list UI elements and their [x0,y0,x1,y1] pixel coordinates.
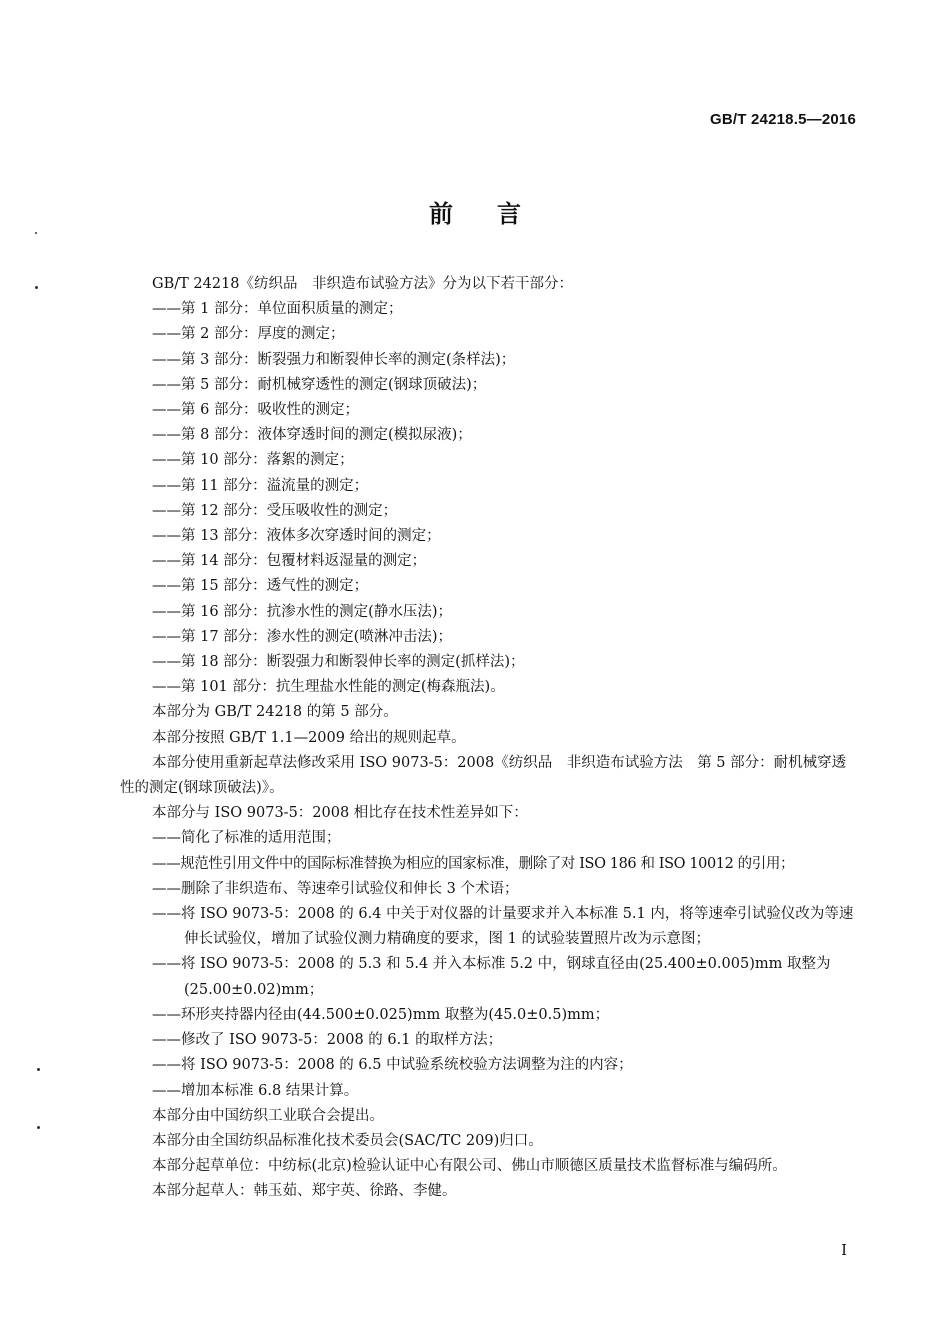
scan-speck [37,1126,40,1129]
list-item: ——修改了 ISO 9073-5：2008 的 6.1 的取样方法； [152,1032,503,1049]
list-item: ——第 1 部分：单位面积质量的测定； [152,301,403,318]
list-item: ——将 ISO 9073-5：2008 的 6.4 中关于对仪器的计量要求并入本标准 5.1 内，将等速牵引试验仪改为等速伸长试验仪，增加了试验仪测力精确度的要求，图 1 的试验装置照片改为示意图； [152,906,854,948]
page-number: I [841,1241,847,1259]
list-item: ——第 101 部分：抗生理盐水性能的测定(梅森瓶法)。 [152,679,505,696]
proposed-by-paragraph: 本部分由中国纺织工业联合会提出。 [152,1107,384,1124]
list-item: ——第 14 部分：包覆材料返湿量的测定； [152,553,427,570]
parts-list [120,297,860,700]
drafters-paragraph: 本部分起草人：韩玉茹、郑宇英、徐路、李健。 [152,1183,457,1200]
list-item: ——第 12 部分：受压吸收性的测定； [152,502,398,519]
list-item: ——规范性引用文件中的国际标准替换为相应的国家标准，删除了对 ISO 186 和 ISO 10012 的引用； [152,855,795,872]
part5-paragraph: 本部分为 GB/T 24218 的第 5 部分。 [152,704,398,721]
standard-code: GB/T 24218.5—2016 [710,111,856,128]
foreword-body [120,272,860,1205]
list-item: ——删除了非织造布、等速牵引试验仪和伸长 3 个术语； [152,880,519,897]
list-item: ——第 16 部分：抗渗水性的测定(静水压法)； [152,603,452,620]
list-item: ——第 15 部分：透气性的测定； [152,578,369,595]
page-title: 前言 [429,200,565,228]
list-item: ——第 18 部分：断裂强力和断裂伸长率的测定(抓样法)； [152,654,525,671]
scan-speck [35,232,37,234]
list-item: ——第 3 部分：断裂强力和断裂伸长率的测定(条样法)； [152,351,516,368]
drafting-rule-paragraph: 本部分按照 GB/T 1.1—2009 给出的规则起草。 [152,729,466,746]
scan-speck [35,286,38,289]
list-item: ——第 17 部分：渗水性的测定(喷淋冲击法)； [152,628,452,645]
list-item: ——第 2 部分：厚度的测定； [152,326,345,343]
list-item: ——将 ISO 9073-5：2008 的 5.3 和 5.4 并入本标准 5.2 中，钢球直径由(25.400±0.005)mm 取整为(25.00±0.02)mm； [152,956,831,998]
differences-list [120,826,860,1103]
list-item: ——第 11 部分：溢流量的测定； [152,477,369,494]
list-item: ——第 13 部分：液体多次穿透时间的测定； [152,528,441,545]
differences-intro: 本部分与 ISO 9073-5：2008 相比存在技术性差异如下： [152,805,528,822]
intro-paragraph: GB/T 24218《纺织品 非织造布试验方法》分为以下若干部分： [152,276,574,292]
list-item: ——简化了标准的适用范围； [152,830,341,847]
list-item: ——第 6 部分：吸收性的测定； [152,402,359,419]
list-item: ——第 8 部分：液体穿透时间的测定(模拟尿液)； [152,427,472,444]
adoption-paragraph: 本部分使用重新起草法修改采用 ISO 9073-5：2008《纺织品 非织造布试验方法 第 5 部分：耐机械穿透性的测定(钢球顶破法)》。 [120,754,847,797]
list-item: ——将 ISO 9073-5：2008 的 6.5 中试验系统校验方法调整为注的内容； [152,1057,633,1074]
scan-speck [37,1068,40,1071]
list-item: ——增加本标准 6.8 结果计算。 [152,1082,359,1099]
list-item: ——第 10 部分：落絮的测定； [152,452,354,469]
list-item: ——第 5 部分：耐机械穿透性的测定(钢球顶破法)； [152,376,487,393]
centralized-by-paragraph: 本部分由全国纺织品标准化技术委员会(SAC/TC 209)归口。 [152,1132,543,1149]
drafting-units-paragraph: 本部分起草单位：中纺标(北京)检验认证中心有限公司、佛山市顺德区质量技术监督标准与编码所。 [152,1158,787,1175]
list-item: ——环形夹持器内径由(44.500±0.025)mm 取整为(45.0±0.5)mm； [152,1006,610,1023]
